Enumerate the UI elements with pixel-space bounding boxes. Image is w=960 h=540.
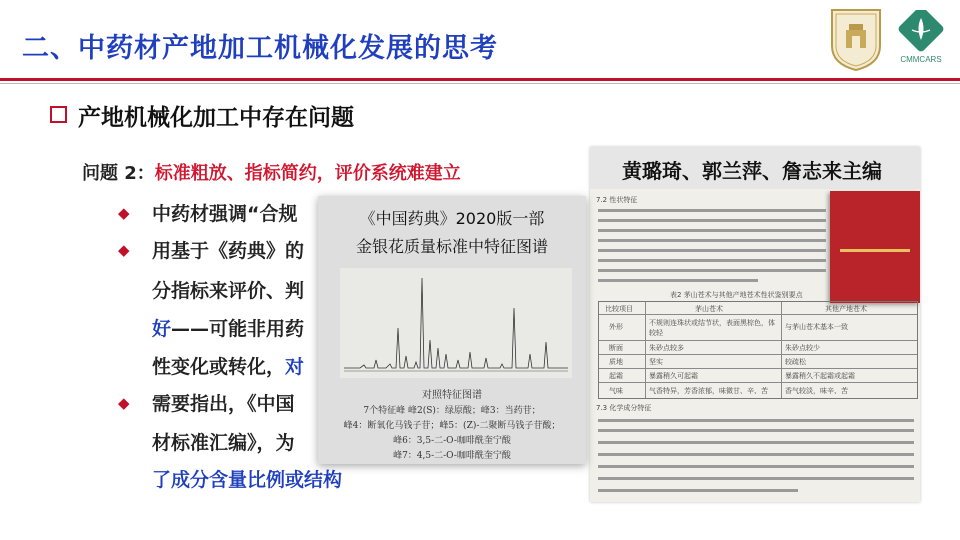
question-text: 标准粗放、指标简约，评价系统难建立	[154, 163, 461, 184]
bullet-2-line-4-rest: 性变化或转化，	[152, 356, 286, 378]
section-title: 产地机械化加工中存在问题	[78, 105, 354, 131]
table-cell: 暴露稍久不起霜或起霜	[785, 372, 855, 380]
bullet-2-line-4-blue: 对	[285, 356, 305, 378]
monograph-editors: 黄璐琦、郭兰萍、詹志来主编	[622, 159, 882, 183]
table-cell: 气香特异，芳香浓郁，味微甘、辛、苦	[649, 387, 768, 395]
bullet-2-line-2: 分指标来评价、判	[152, 280, 305, 302]
table-cell: 香气较淡，味辛、苦	[785, 387, 848, 395]
bullet-2-line-4	[152, 352, 304, 379]
table-cell: 朱砂点较多	[649, 344, 684, 352]
bullet-3-line-3: 了成分含量比例或结构	[152, 469, 343, 491]
table-cell: 较疏松	[785, 358, 806, 366]
diamond-bullet-icon: ◆	[118, 394, 130, 412]
table-cell: 朱砂点较少	[785, 344, 820, 352]
diamond-bullet-icon: ◆	[118, 241, 130, 259]
table-cell: 暴露稍久可起霜	[649, 372, 698, 380]
chromatogram-caption-line: 峰4：断氧化马钱子苷；峰5：(Z)-二聚断马钱子苷酸；	[343, 421, 561, 431]
cmmcars-logo-icon	[890, 10, 952, 76]
diamond-bullet-icon: ◆	[118, 204, 130, 222]
table-cell: 起霜	[609, 372, 623, 380]
card-title-line-2: 金银花质量标准中特征图谱	[355, 237, 548, 256]
chromatogram-image	[340, 268, 572, 378]
question-prefix: 问题 2：	[82, 163, 155, 184]
bullet-2-line-3-rest: ——可能非用药	[171, 318, 305, 340]
chromatogram-caption-title: 对照特征图谱	[422, 390, 482, 401]
page-title: 二、中药材产地加工机械化发展的思考	[22, 33, 498, 64]
table-cell: 外形	[609, 323, 623, 331]
chromatogram-caption-line: 7个特征峰 峰2(S)：绿原酸；峰3：当药苷；	[363, 406, 541, 416]
monograph-scan	[590, 147, 920, 502]
table-header-cell: 茅山苍术	[695, 305, 723, 313]
doc-table-caption: 表2 茅山苍术与其他产地苍术性状鉴别要点	[670, 291, 803, 299]
table-header-cell: 其他产地苍术	[825, 305, 867, 313]
table-cell: 质地	[609, 358, 623, 366]
doc-section-72: 7.2 性状特征	[596, 196, 638, 204]
pharmacopoeia-chromatogram-card	[318, 196, 586, 464]
table-cell: 与茅山苍术基本一致	[785, 323, 848, 331]
header-divider-thin	[0, 83, 960, 84]
table-cell: 断面	[609, 344, 623, 352]
bullet-3-line-1: 需要指出，《中国	[152, 393, 295, 415]
card-title-line-1: 《中国药典》2020版一部	[359, 209, 545, 228]
chromatogram-caption-line: 峰6：3,5-二-O-咖啡酰奎宁酸	[393, 436, 511, 446]
bullet-3-line-2: 材标准汇编》，为	[152, 432, 295, 454]
table-cell: 坚实	[649, 358, 663, 366]
section-bullet-square	[50, 106, 67, 123]
bullet-2-line-3	[152, 314, 304, 341]
bullet-2-line-3-blue: 好	[152, 318, 172, 340]
doc-section-73: 7.3 化学成分特征	[596, 404, 652, 412]
question-line	[82, 159, 461, 185]
table-header-cell: 比较项目	[605, 305, 633, 313]
red-book-cover	[830, 191, 920, 303]
table-cell: 气味	[609, 387, 623, 395]
bullet-2-line-1: 用基于《药典》的	[152, 240, 305, 262]
header-divider	[0, 78, 960, 81]
table-cell: 不规则连珠状或结节状，表面黑棕色，体较轻	[649, 319, 775, 337]
university-logo-icon	[826, 6, 886, 72]
bullet-1-line-1: 中药材强调“合规	[152, 203, 298, 225]
chromatogram-caption-line: 峰7：4,5-二-O-咖啡酰奎宁酸	[393, 451, 511, 461]
cmmcars-logo-text: CMMCARS	[900, 55, 942, 64]
trait-comparison-table	[598, 301, 918, 399]
